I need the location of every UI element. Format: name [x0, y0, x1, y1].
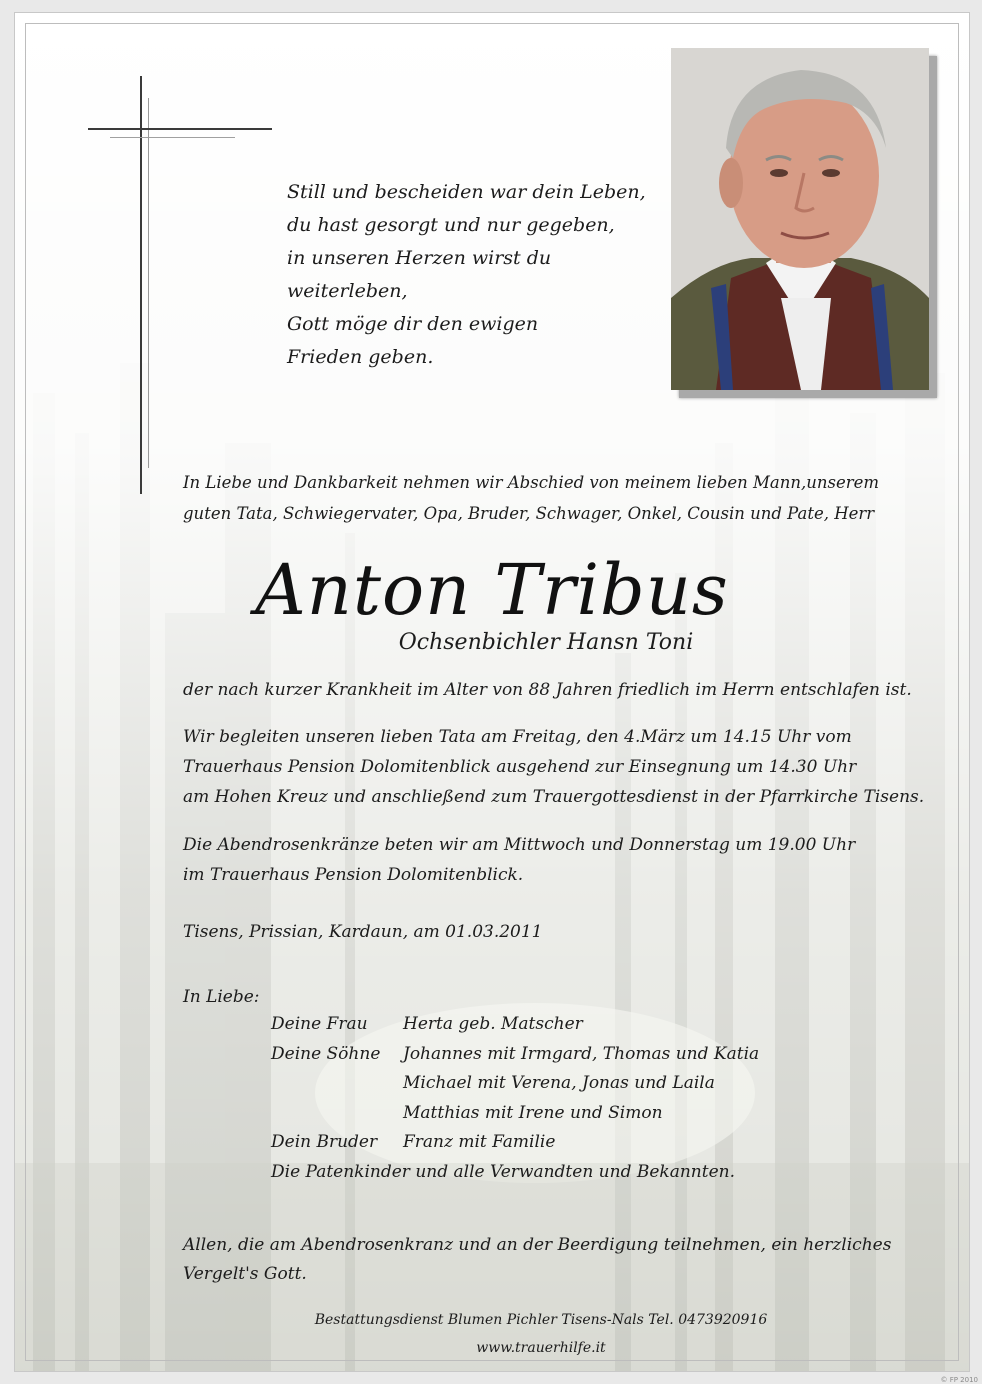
family-row	[271, 1010, 759, 1040]
death-notice	[183, 675, 943, 705]
place-date-line: Tisens, Prissian, Kardaun, am 01.03.2011	[183, 922, 543, 942]
obituary-card	[14, 12, 970, 1372]
family-relation: Deine Söhne	[271, 1043, 381, 1064]
website-link[interactable]: www.trauerhilfe.it	[476, 1340, 606, 1356]
family-relation: Deine Frau	[271, 1014, 368, 1034]
family-closing	[271, 1158, 759, 1188]
rosary-line: Die Abendrosenkränze beten wir am Mittwoch und Donnerstag um 19.00 Uhr	[183, 835, 856, 855]
rosary-info	[183, 830, 943, 890]
family-row	[271, 1128, 759, 1158]
family-names: Herta geb. Matscher	[403, 1014, 583, 1034]
thanks-line: Vergelt's Gott.	[183, 1264, 307, 1284]
family-list	[271, 1010, 759, 1187]
family-row	[271, 1040, 759, 1070]
intro-line: guten Tata, Schwiegervater, Opa, Bruder, Schwager, Onkel, Cousin und Pate, Herr	[183, 504, 875, 523]
funeral-line: am Hohen Kreuz und anschließend zum Trauergottesdienst in der Pfarrkirche Tisens.	[183, 787, 925, 807]
in-love-heading	[183, 982, 943, 1012]
poem	[287, 176, 646, 374]
intro-text	[183, 467, 913, 529]
poem-line: Gott möge dir den ewigen	[287, 313, 539, 335]
deceased-nickname: Ochsenbichler Hansn Toni	[398, 630, 694, 655]
family-row	[271, 1099, 759, 1129]
family-names: Matthias mit Irene und Simon	[403, 1102, 663, 1123]
in-love-label: In Liebe:	[183, 987, 260, 1007]
family-names: Michael mit Verena, Jonas und Laila	[403, 1073, 715, 1093]
thanks-text	[183, 1231, 891, 1289]
intro-line: In Liebe und Dankbarkeit nehmen wir Abschied von meinem lieben Mann,unserem	[183, 473, 880, 492]
funeral-line: Wir begleiten unseren lieben Tata am Freitag, den 4.März um 14.15 Uhr vom	[183, 727, 852, 747]
poem-line: weiterleben,	[287, 280, 408, 302]
deceased-name: Anton Tribus	[255, 549, 729, 631]
funeral-info	[183, 722, 943, 812]
family-closing-text: Die Patenkinder und alle Verwandten und Bekannten.	[271, 1161, 735, 1182]
family-names: Franz mit Familie	[403, 1132, 556, 1152]
poem-line: Frieden geben.	[287, 346, 434, 368]
family-names: Johannes mit Irmgard, Thomas und Katia	[403, 1043, 760, 1064]
poem-line: in unseren Herzen wirst du	[287, 247, 552, 269]
family-relation	[271, 1069, 403, 1099]
death-line: der nach kurzer Krankheit im Alter von 88 Jahren friedlich im Herrn entschlafen ist.	[183, 680, 912, 700]
portrait-photo	[671, 48, 929, 390]
funeral-line: Trauerhaus Pension Dolomitenblick ausgehend zur Einsegnung um 14.30 Uhr	[183, 757, 857, 777]
family-relation: Dein Bruder	[271, 1132, 378, 1152]
rosary-line: im Trauerhaus Pension Dolomitenblick.	[183, 865, 524, 885]
family-relation	[271, 1099, 403, 1129]
funeral-service-info: Bestattungsdienst Blumen Pichler Tisens-Nals Tel. 0473920916	[314, 1312, 768, 1328]
place-date	[183, 917, 943, 947]
family-row	[271, 1069, 759, 1099]
copyright-mark: © FP 2010	[940, 1376, 978, 1384]
poem-line: du hast gesorgt und nur gegeben,	[287, 214, 615, 236]
poem-line: Still und bescheiden war dein Leben,	[287, 181, 646, 203]
thanks-line: Allen, die am Abendrosenkranz und an der Beerdigung teilnehmen, ein herzliches	[183, 1235, 892, 1255]
